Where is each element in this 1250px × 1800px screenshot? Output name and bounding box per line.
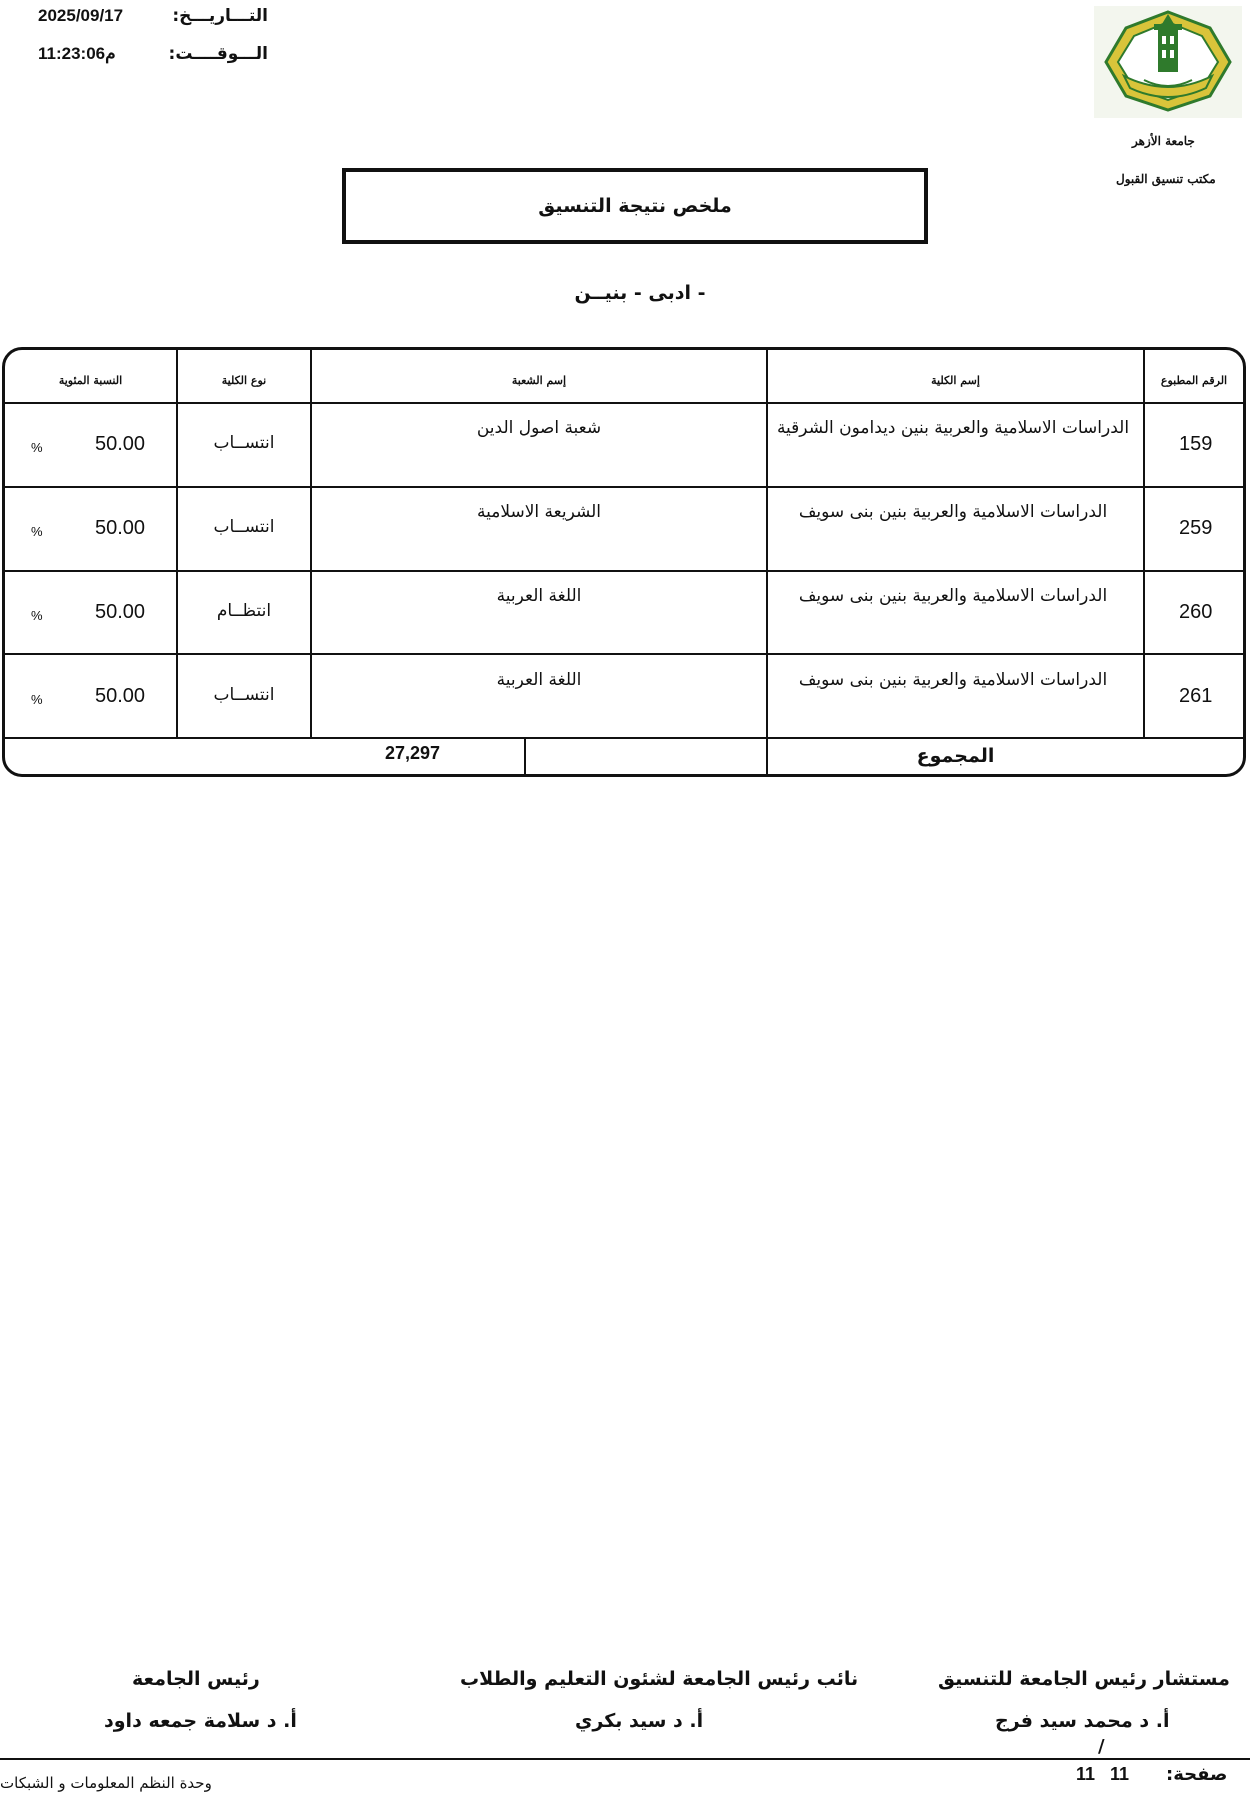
report-title	[342, 168, 928, 244]
office-name: مكتب تنسيق القبول	[1116, 172, 1216, 186]
cell-code: 260	[1179, 601, 1213, 623]
row-divider	[5, 486, 1246, 488]
cell-type: انتســاب	[213, 433, 275, 453]
cell-type: انتظــام	[216, 601, 272, 621]
signature-name: أ. د سلامة جمعه داود	[104, 1710, 297, 1732]
date-label: التـــاريـــخ:	[172, 6, 268, 26]
date-row	[38, 6, 268, 30]
col-divider	[524, 737, 526, 777]
cell-percent: 50.00	[95, 685, 146, 707]
signature-name: أ. د محمد سيد فرج	[995, 1710, 1170, 1732]
total-label: المجموع	[916, 745, 995, 767]
page-total: 11	[1076, 1764, 1096, 1784]
cell-percent: 50.00	[95, 601, 146, 623]
signature-name: أ. د سيد بكري	[575, 1710, 704, 1732]
signature-title: مستشار رئيس الجامعة للتنسيق	[938, 1668, 1230, 1690]
col-divider	[1143, 350, 1145, 737]
cell-faculty: الدراسات الاسلامية والعربية بنين بنى سويف	[798, 670, 1108, 690]
signature-title: نائب رئيس الجامعة لشئون التعليم والطلاب	[460, 1668, 859, 1690]
total-value: 27,297	[385, 743, 441, 763]
cell-faculty: الدراسات الاسلامية والعربية بنين بنى سويف	[798, 586, 1108, 606]
page-slash: /	[1098, 1736, 1105, 1757]
header-division: إسم الشعبة	[511, 374, 567, 387]
time-value: م11:23:06	[38, 44, 116, 63]
page-current: 11	[1110, 1764, 1130, 1784]
row-divider	[5, 737, 1246, 739]
cell-percent: 50.00	[95, 517, 146, 539]
cell-division: اللغة العربية	[496, 586, 582, 606]
cell-division: اللغة العربية	[496, 670, 582, 690]
percent-sign: %	[31, 692, 43, 707]
university-name: جامعة الأزهر	[1132, 134, 1195, 148]
cell-faculty: الدراسات الاسلامية والعربية بنين ديدامون الشرقية	[776, 418, 1130, 438]
unit-name: وحدة النظم المعلومات و الشبكات	[0, 1774, 212, 1792]
report-subtitle: - ادبى - بنيــن	[574, 282, 706, 304]
percent-sign: %	[31, 440, 43, 455]
cell-code: 159	[1179, 433, 1213, 455]
report-title-text: ملخص نتيجة التنسيق	[538, 195, 732, 217]
header-percent: النسبة المئوية	[58, 374, 123, 387]
cell-code: 261	[1179, 685, 1213, 707]
header-code: الرقم المطبوع	[1160, 374, 1228, 387]
row-divider	[5, 653, 1246, 655]
header-faculty: إسم الكلية	[931, 374, 980, 387]
al-azhar-logo	[1094, 6, 1242, 118]
cell-percent: 50.00	[95, 433, 146, 455]
col-divider	[176, 350, 178, 737]
footer-divider	[0, 1758, 1250, 1760]
time-row	[38, 44, 268, 68]
cell-division: شعبة اصول الدين	[476, 418, 602, 438]
date-value: 2025/09/17	[38, 6, 124, 25]
results-table	[2, 347, 1246, 777]
cell-faculty: الدراسات الاسلامية والعربية بنين بنى سويف	[798, 502, 1108, 522]
percent-sign: %	[31, 608, 43, 623]
percent-sign: %	[31, 524, 43, 539]
cell-code: 259	[1179, 517, 1213, 539]
time-label: الـــوقــــت:	[168, 44, 268, 64]
row-divider	[5, 570, 1246, 572]
col-divider	[766, 350, 768, 777]
cell-type: انتســاب	[213, 517, 275, 537]
row-divider	[5, 402, 1246, 404]
cell-division: الشريعة الاسلامية	[476, 502, 602, 522]
page-label: صفحة:	[1166, 1764, 1228, 1785]
signature-title: رئيس الجامعة	[132, 1668, 260, 1690]
cell-type: انتســاب	[213, 685, 275, 705]
header-type: نوع الكلية	[221, 374, 267, 387]
